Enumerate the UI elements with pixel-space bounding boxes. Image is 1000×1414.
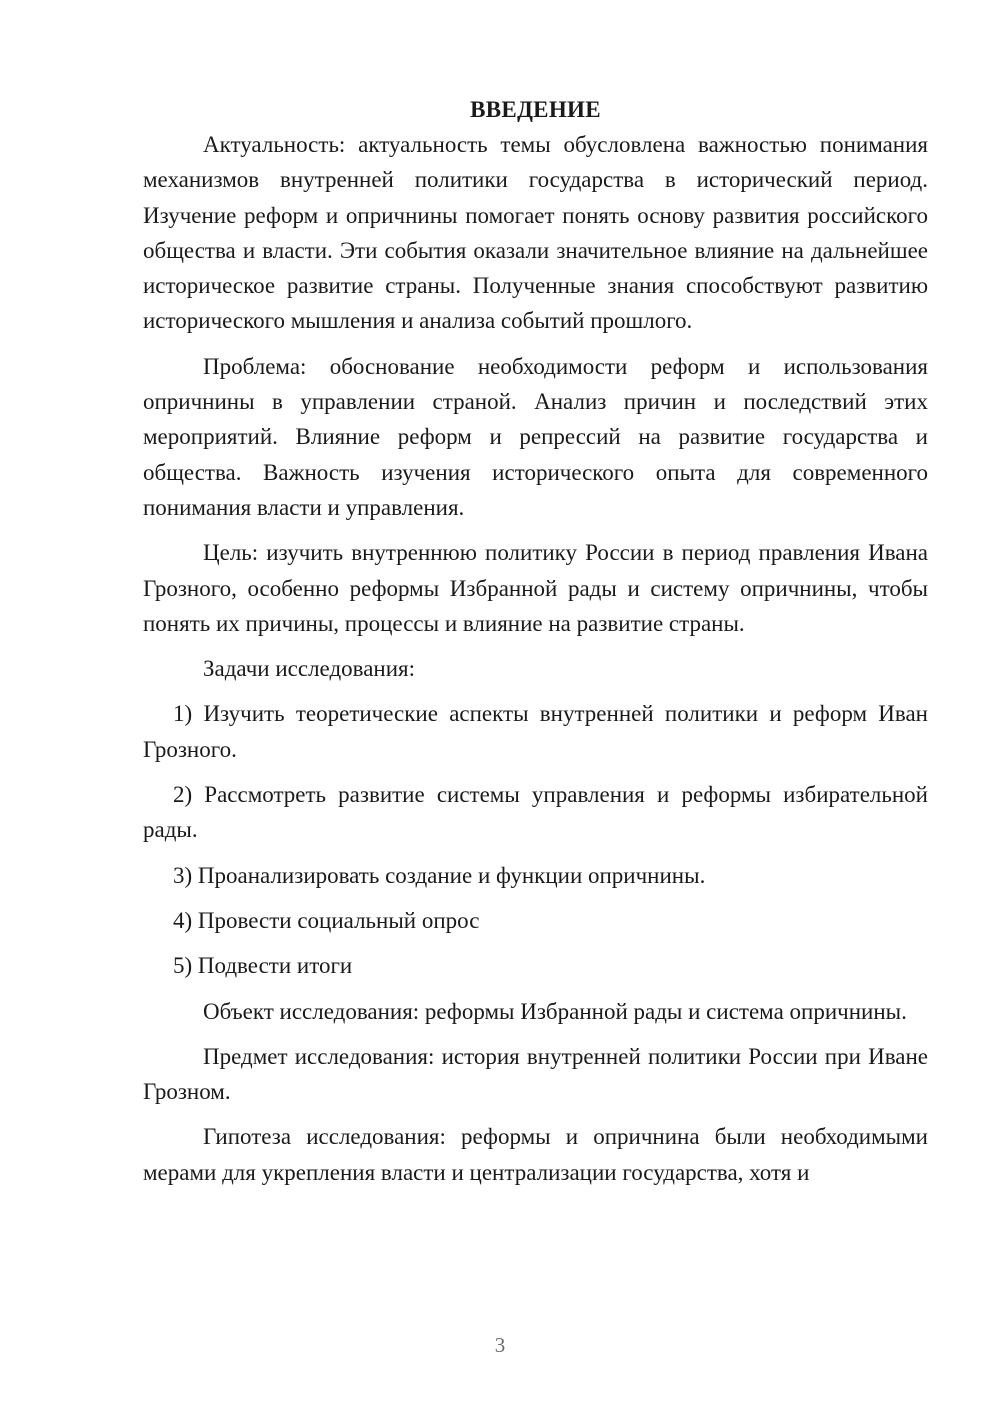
paragraph-tasks-heading: Задачи исследования:	[203, 656, 416, 682]
paragraph-problem: Проблема: обоснование необходимости реформ и использования опричнины в управлении страной. Анализ причин и последствий этих мероприятий. Влияние реформ и репрессий на развитие государства и общества. Важность изучения исторического опыта для современного понимания власти и управления.	[143, 353, 928, 520]
list-item: 1) Изучить теоретические аспекты внутренней политики и реформ Иван Грозного.	[143, 701, 928, 762]
paragraph-goal: Цель: изучить внутреннюю политику России в период правления Ивана Грозного, особенно реформы Избранной рады и систему опричнины, чтобы понять их причины, процессы и влияние на развитие страны.	[143, 540, 928, 636]
paragraph-hypothesis: Гипотеза исследования: реформы и опричнина были необходимыми мерами для укрепления власти и централизации государства, хотя и	[143, 1124, 928, 1185]
page-number: 3	[494, 1333, 506, 1357]
tasks-list	[143, 696, 928, 983]
list-item: 5) Подвести итоги	[173, 953, 353, 979]
list-item: 2) Рассмотреть развитие системы управления и реформы избирательной рады.	[143, 782, 928, 843]
list-item: 3) Проанализировать создание и функции опричнины.	[173, 862, 706, 888]
paragraph-subject: Предмет исследования: история внутренней политики России при Иване Грозном.	[143, 1043, 928, 1105]
list-item: 4) Провести социальный опрос	[173, 907, 480, 933]
document-page	[143, 92, 928, 1190]
paragraph-relevance: Актуальность: актуальность темы обусловлена важностью понимания механизмов внутренней политики государства в исторический период. Изучение реформ и опричнины помогает понять основу развития российского общества и власти. Эти события оказали значительное влияние на дальнейшее историческое развитие страны. Полученные знания способствуют развитию исторического мышления и анализа событий прошлого.	[143, 132, 928, 334]
paragraph-object: Объект исследования: реформы Избранной рады и система опричнины.	[203, 998, 907, 1024]
section-title: ВВЕДЕНИЕ	[470, 97, 601, 122]
